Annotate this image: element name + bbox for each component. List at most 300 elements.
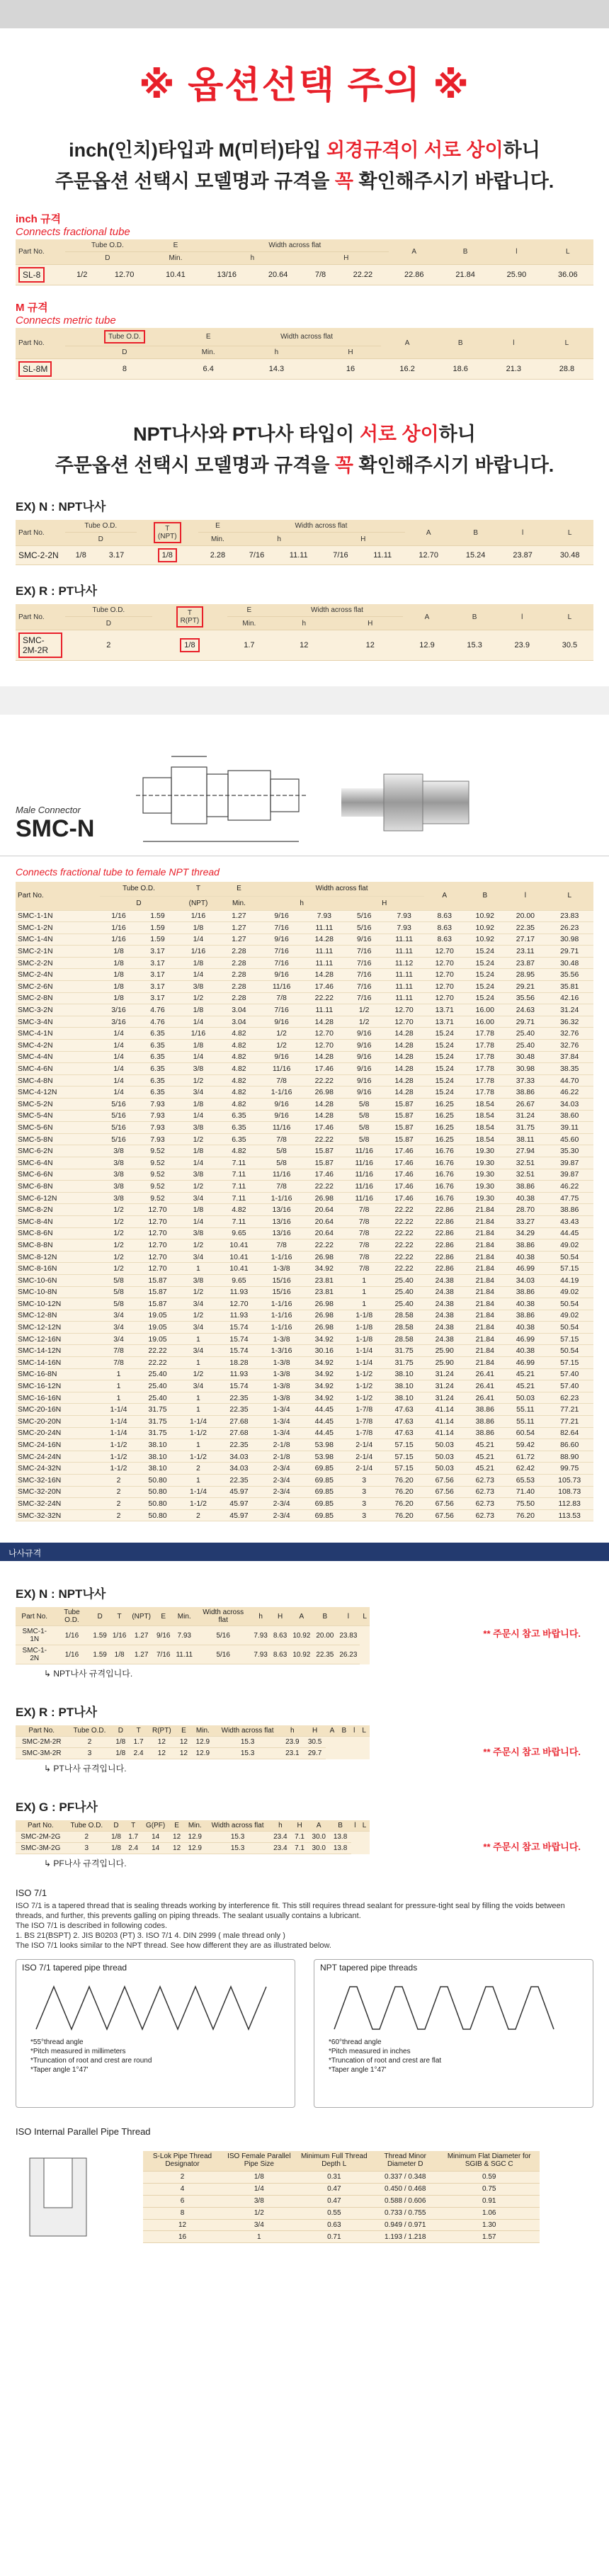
cell: 14.28 (304, 1051, 344, 1063)
col-l-small: l (499, 520, 546, 546)
metric-part (16, 359, 65, 380)
cell: 34.03 (545, 1099, 593, 1111)
table-row (16, 1832, 370, 1843)
cell: SMC-1-1N (16, 1626, 54, 1645)
cell: 22.22 (384, 1204, 424, 1216)
cell: 1.27 (219, 934, 259, 946)
cell: 7/8 (344, 1239, 384, 1252)
header-cell: Width across flat (214, 1725, 281, 1737)
part-no-cell: SMC-2-6N (16, 981, 100, 993)
col-d: D (65, 252, 150, 265)
cell: 2 (66, 1832, 108, 1843)
cell: 76.20 (384, 1486, 424, 1498)
cell: 1/2 (65, 265, 98, 285)
cell: 16.76 (424, 1145, 465, 1157)
cell: 17.46 (384, 1157, 424, 1169)
header-row (16, 1725, 370, 1737)
cell: 61.72 (505, 1451, 545, 1463)
cell: 28.70 (505, 1204, 545, 1216)
part-no-cell: SMC-4-4N (16, 1051, 100, 1063)
cell: 4.82 (219, 1145, 259, 1157)
cell: 7/16 (344, 981, 384, 993)
cell: 1/4 (100, 1086, 137, 1099)
cell: 3.04 (219, 1016, 259, 1028)
cell: 42.16 (545, 992, 593, 1004)
cell: 3.04 (219, 1004, 259, 1016)
cell: 57.15 (545, 1333, 593, 1345)
cell: 1/4 (178, 1016, 219, 1028)
cell: 12.70 (137, 1239, 178, 1252)
cell: 50.54 (545, 1345, 593, 1357)
cell: 1/8 (178, 1004, 219, 1016)
header-cell: Part No. (16, 1725, 67, 1737)
part-no-cell: SMC-8-4N (16, 1215, 100, 1227)
part-no-cell: SMC-8-2N (16, 1204, 100, 1216)
cell: 12 (147, 1737, 176, 1748)
cell: 1/2 (178, 1133, 219, 1145)
cell: 18.28 (219, 1357, 259, 1369)
notice-line2a: 주문옵션 선택시 모델명과 규격을 (55, 455, 335, 476)
cell: 25.40 (384, 1274, 424, 1286)
t-sub: R(PT) (180, 617, 200, 625)
cell: 19.30 (465, 1157, 505, 1169)
cell: 1 (344, 1286, 384, 1298)
cell: 14.28 (304, 1110, 344, 1122)
cell: 11.12 (384, 957, 424, 969)
cell: 1/2 (100, 1251, 137, 1263)
cell: 1.59 (137, 922, 178, 934)
table-row (16, 1251, 593, 1263)
cell: 22.22 (384, 1239, 424, 1252)
cell: 11.11 (304, 1004, 344, 1016)
cell: 38.86 (505, 1310, 545, 1322)
cell: 2-1/8 (259, 1439, 304, 1451)
cell: 17.78 (465, 1086, 505, 1099)
table-row (16, 1404, 593, 1416)
part-no-cell: SMC-2-1N (16, 946, 100, 958)
cell: 30.48 (546, 546, 593, 565)
col-h-small: h (259, 896, 344, 910)
cell: 23.9 (281, 1737, 304, 1748)
cell: 15.74 (219, 1322, 259, 1334)
cell: 34.92 (304, 1263, 344, 1275)
cell: 12 (337, 630, 403, 661)
notice-line2a: 주문옵션 선택시 모델명과 규격을 (55, 171, 335, 192)
section-divider (0, 686, 609, 715)
cell: 11.11 (304, 957, 344, 969)
cell: 50.03 (505, 1392, 545, 1404)
cell: 18.54 (465, 1133, 505, 1145)
table-row (16, 910, 593, 922)
cell: 12 (169, 1843, 184, 1854)
table-row (143, 2183, 540, 2195)
cell: 31.75 (137, 1404, 178, 1416)
cell: 57.40 (545, 1380, 593, 1392)
cell: 0.47 (297, 2183, 372, 2195)
cell: 7.11 (219, 1215, 259, 1227)
cell: 1/8 (100, 969, 137, 981)
br-ref: ** 주문시 참고 바랍니다. (483, 1747, 581, 1758)
part-no-cell: SMC-32-32N (16, 1509, 100, 1521)
cell: 14.28 (384, 1063, 424, 1075)
table-row (16, 1298, 593, 1310)
cell: 34.92 (304, 1392, 344, 1404)
cell: 11/16 (344, 1181, 384, 1193)
table-row (16, 1157, 593, 1169)
cell: 5/8 (100, 1298, 137, 1310)
cell: 34.92 (304, 1380, 344, 1392)
cell: 1/16 (100, 922, 137, 934)
title-row (0, 28, 609, 135)
table-row (16, 1416, 593, 1428)
cell: 20.64 (304, 1227, 344, 1239)
cell: 17.78 (465, 1051, 505, 1063)
cell: 27.17 (505, 934, 545, 946)
cell: 12.70 (137, 1263, 178, 1275)
cell: 38.86 (505, 1239, 545, 1252)
cell: 7.11 (219, 1192, 259, 1204)
table-row (16, 1737, 370, 1748)
cell: 1 (100, 1392, 137, 1404)
table-row (16, 1215, 593, 1227)
cell: 69.85 (304, 1475, 344, 1487)
cell: 2.28 (219, 981, 259, 993)
cell: 3/4 (178, 1345, 219, 1357)
cell: 5/8 (100, 1274, 137, 1286)
cell: 38.86 (505, 1181, 545, 1193)
cell: 38.86 (505, 1086, 545, 1099)
cell: 62.73 (465, 1475, 505, 1487)
cell: 62.42 (505, 1463, 545, 1475)
cell: 4.76 (137, 1016, 178, 1028)
cell: 15.87 (137, 1274, 178, 1286)
cell: 23.83 (545, 910, 593, 922)
bn-ref: ** 주문시 참고 바랍니다. (483, 1628, 581, 1640)
cell: 1/2 (259, 1040, 304, 1052)
cell: 45.97 (219, 1498, 259, 1510)
cell: 39.11 (545, 1122, 593, 1134)
npt-thread-box (314, 1959, 593, 2108)
cell: 69.85 (304, 1486, 344, 1498)
cell: 44.19 (545, 1274, 593, 1286)
cell: 57.15 (545, 1263, 593, 1275)
cell: 15.24 (424, 1028, 465, 1040)
cell: 16.25 (424, 1122, 465, 1134)
cell: 1/2 (100, 1204, 137, 1216)
header-cell: h (251, 1607, 270, 1626)
part-no-cell: SMC-14-16N (16, 1357, 100, 1369)
header-cell: Min. (191, 1725, 214, 1737)
cell: 45.21 (465, 1463, 505, 1475)
parallel-table (143, 2151, 540, 2243)
cell: 12.9 (403, 630, 450, 661)
npt-thread-profile (320, 1973, 582, 2043)
header-row (143, 2151, 540, 2171)
cell: 7/8 (344, 1263, 384, 1275)
cell: 7.1 (291, 1832, 308, 1843)
part-no-cell: SMC-1-2N (16, 922, 100, 934)
cell: 21.84 (440, 265, 491, 285)
cell: 31.24 (424, 1368, 465, 1380)
cell: 5/16 (344, 922, 384, 934)
cell: 1/2 (178, 1310, 219, 1322)
cell: 62.23 (545, 1392, 593, 1404)
cell: 34.03 (219, 1451, 259, 1463)
cell: 38.10 (384, 1368, 424, 1380)
iso-thread-box (16, 1959, 295, 2108)
cell: SMC-3M-2R (16, 1748, 67, 1759)
cell: 9/16 (259, 1016, 304, 1028)
part-no-cell: SMC-32-24N (16, 1498, 100, 1510)
table-row (16, 1427, 593, 1439)
cell: 8.63 (271, 1626, 290, 1645)
cell: 32.76 (545, 1028, 593, 1040)
cell: 15.24 (452, 546, 499, 565)
part-no-cell: SMC-10-6N (16, 1274, 100, 1286)
cell: 11.93 (219, 1286, 259, 1298)
product-name-block (16, 805, 115, 856)
cell: 21.84 (465, 1251, 505, 1263)
npt-thread-notes (329, 2038, 441, 2075)
cell: 108.73 (545, 1486, 593, 1498)
cell: 1 (178, 1392, 219, 1404)
cell: 3/4 (178, 1322, 219, 1334)
cell: 38.10 (137, 1439, 178, 1451)
cell: 12.70 (384, 1016, 424, 1028)
part-no-cell: SMC-20-16N (16, 1404, 100, 1416)
cell: 0.63 (297, 2219, 372, 2231)
cell: 15.3 (214, 1737, 281, 1748)
cell: 76.20 (384, 1498, 424, 1510)
cell: 1 (178, 1333, 219, 1345)
cell: 31.75 (384, 1357, 424, 1369)
cell: 30.16 (304, 1345, 344, 1357)
cell: 1.7 (227, 630, 271, 661)
cell: 13/16 (201, 265, 252, 285)
part-no-cell: SMC-16-16N (16, 1392, 100, 1404)
cell: 21.84 (465, 1274, 505, 1286)
cell: 1-1/2 (178, 1427, 219, 1439)
cell: 15.87 (384, 1133, 424, 1145)
col-t: T (178, 882, 219, 896)
cell: 50.54 (545, 1322, 593, 1334)
cell: 1/8 (100, 946, 137, 958)
cell: 75.50 (505, 1498, 545, 1510)
metric-spec-sub: Connects metric tube (16, 314, 116, 327)
cell: 29.7 (304, 1748, 326, 1759)
cell: 49.02 (545, 1239, 593, 1252)
header-cell: l (350, 1725, 358, 1737)
cell: 17.46 (384, 1181, 424, 1193)
table-row (16, 1204, 593, 1216)
cell: 11.11 (384, 946, 424, 958)
cell: 0.450 / 0.468 (372, 2183, 438, 2195)
cell: 7.93 (384, 922, 424, 934)
cell: 67.56 (424, 1475, 465, 1487)
cell: 31.24 (505, 1110, 545, 1122)
cell: 41.14 (424, 1404, 465, 1416)
cell: 3/4 (222, 2219, 297, 2231)
cell: 1-1/8 (344, 1310, 384, 1322)
cell: 50.54 (545, 1298, 593, 1310)
header-cell: Part No. (16, 1607, 54, 1626)
top-bar (0, 0, 609, 28)
cell (152, 630, 227, 661)
header-cell: Min. (184, 1820, 205, 1832)
cell: 24.63 (505, 1004, 545, 1016)
cell: 16.76 (424, 1157, 465, 1169)
cell: 65.53 (505, 1475, 545, 1487)
cell: 9/16 (259, 1099, 304, 1111)
cell: 86.60 (545, 1439, 593, 1451)
metric-part-box: SL-8M (18, 361, 52, 377)
cell: 45.97 (219, 1509, 259, 1521)
cell: 2-3/4 (259, 1509, 304, 1521)
cell: 25.40 (137, 1380, 178, 1392)
table-row (16, 1626, 370, 1645)
cell: 4.82 (219, 1204, 259, 1216)
notice-line2c: 확인해주시기 바랍니다. (353, 455, 554, 476)
cell: 1/16 (178, 910, 219, 922)
cell: 26.23 (336, 1645, 360, 1664)
cell: 0.91 (438, 2195, 540, 2207)
cell: 22.22 (137, 1345, 178, 1357)
part-no-cell: SMC-6-2N (16, 1145, 100, 1157)
cell: 11.11 (384, 934, 424, 946)
col-t (137, 520, 198, 546)
cell: 22.35 (219, 1392, 259, 1404)
cell: 12.70 (384, 1004, 424, 1016)
t-label: T (165, 525, 170, 533)
col-tube-od: Tube O.D. (100, 882, 178, 896)
cell: 11.11 (360, 546, 405, 565)
cell: 1 (344, 1298, 384, 1310)
part-no-cell: SMC-8-12N (16, 1251, 100, 1263)
cell: 3 (344, 1486, 384, 1498)
cell: 17.46 (384, 1192, 424, 1204)
cell: 1-7/8 (344, 1427, 384, 1439)
cell: 1-1/4 (178, 1486, 219, 1498)
cell: 26.98 (304, 1251, 344, 1263)
cell: 17.46 (384, 1145, 424, 1157)
col-l-small: l (505, 882, 545, 910)
cell: 57.15 (384, 1463, 424, 1475)
cell: 22.22 (304, 1239, 344, 1252)
cell: 55.11 (505, 1404, 545, 1416)
br-arrow-text: PT나사 규격입니다. (53, 1764, 127, 1774)
cell: 1/8 (222, 2171, 297, 2183)
iso-p1: ISO 7/1 is a tapered thread that is sealing threads working by interference fit. This still requires thread sealant for pressure-tight seal by filling the voids between threads, and further, this prevents galling on piping threads. The sealant usually contains a lubricant. (16, 1902, 565, 1921)
option-notice (0, 135, 609, 197)
cell: 1/8 (178, 1145, 219, 1157)
cell: 1-3/8 (259, 1368, 304, 1380)
part-no-cell: SMC-1-1N (16, 910, 100, 922)
table-row (16, 1074, 593, 1086)
cell: 13.71 (424, 1016, 465, 1028)
header-cell: L (360, 1607, 370, 1626)
cell: 5/8 (100, 1286, 137, 1298)
header-cell: B (338, 1725, 350, 1737)
cell: 2.28 (219, 992, 259, 1004)
cell: 1/8 (108, 1843, 125, 1854)
cell: 53.98 (304, 1439, 344, 1451)
cell: 76.20 (505, 1509, 545, 1521)
cell: 22.86 (424, 1239, 465, 1252)
iso-p3: 1. BS 21(BSPT) 2. JIS B0203 (PT) 3. ISO 7/1 4. DIN 2999 ( male thread only ) (16, 1931, 285, 1941)
cell: 0.733 / 0.755 (372, 2207, 438, 2219)
table-row (16, 1274, 593, 1286)
cell: 1/16 (54, 1645, 91, 1664)
note: *Truncation of root and crest are flat (329, 2057, 442, 2065)
cell: 14.28 (384, 1086, 424, 1099)
cell: 38.86 (505, 1286, 545, 1298)
cell: 31.75 (137, 1427, 178, 1439)
header-cell: h (270, 1820, 291, 1832)
cell: 11.93 (219, 1368, 259, 1380)
cell: 34.92 (304, 1357, 344, 1369)
cell: 44.45 (304, 1416, 344, 1428)
cell: 9/16 (344, 1040, 384, 1052)
col-l: L (546, 604, 593, 630)
header-cell: R(PT) (147, 1725, 176, 1737)
part-no-cell: SMC-4-6N (16, 1063, 100, 1075)
cell: 9/16 (259, 1110, 304, 1122)
cell: 1-1/2 (344, 1392, 384, 1404)
col-l-small: l (491, 239, 542, 265)
cell: 7/8 (100, 1357, 137, 1369)
cell: 15.87 (137, 1298, 178, 1310)
table-row (16, 1368, 593, 1380)
header-cell: Thread Minor Diameter D (372, 2151, 438, 2171)
table-row (16, 1498, 593, 1510)
cell: 0.71 (297, 2231, 372, 2243)
cell: 25.90 (491, 265, 542, 285)
cell: 15.24 (465, 981, 505, 993)
cell: 3/8 (222, 2195, 297, 2207)
cell: 15.74 (219, 1380, 259, 1392)
header-cell: T (110, 1607, 129, 1626)
cell: 7/16 (259, 1004, 304, 1016)
cell: 1.27 (219, 922, 259, 934)
cell: 2.28 (219, 969, 259, 981)
cell: 30.98 (545, 934, 593, 946)
notice-inch: inch(인치)타입 (69, 140, 195, 161)
cell: 1-1/4 (100, 1416, 137, 1428)
iso-title: ISO 7/1 (16, 1888, 47, 1899)
part-no-cell: SMC-8-6N (16, 1227, 100, 1239)
cell: 11.93 (219, 1310, 259, 1322)
table-row (16, 1333, 593, 1345)
cell: 2-3/4 (259, 1498, 304, 1510)
note: *Taper angle 1°47' (329, 2066, 387, 2075)
part-no-cell: SMC-24-24N (16, 1451, 100, 1463)
cell: 31.24 (545, 1004, 593, 1016)
cell: 5/16 (195, 1626, 251, 1645)
cell: 8 (65, 359, 184, 380)
notice-and: 와 (208, 424, 232, 445)
cell: 1/8 (100, 981, 137, 993)
col-min: Min. (184, 346, 233, 359)
cell: 21.84 (465, 1215, 505, 1227)
cell: 55.11 (505, 1416, 545, 1428)
cell: 19.05 (137, 1333, 178, 1345)
cell: 9.52 (137, 1145, 178, 1157)
connector-drawing (129, 735, 313, 856)
cell: SMC-2M-2G (16, 1832, 66, 1843)
cell: 2-3/4 (259, 1463, 304, 1475)
col-b: B (434, 328, 487, 359)
cell: 5/8 (344, 1099, 384, 1111)
